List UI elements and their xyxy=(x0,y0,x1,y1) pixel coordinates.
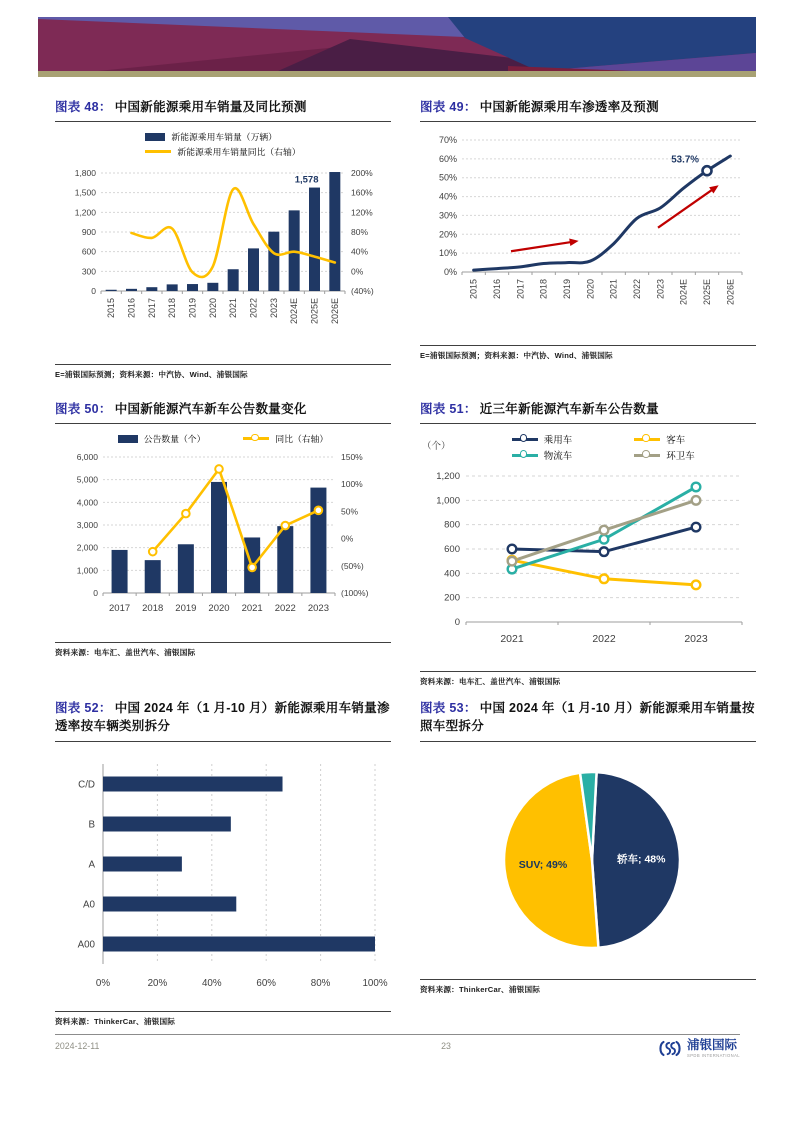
svg-text:A0: A0 xyxy=(83,899,95,910)
svg-text:2021: 2021 xyxy=(228,298,239,319)
figure-50 xyxy=(55,400,391,687)
svg-text:2022: 2022 xyxy=(248,298,259,319)
svg-text:600: 600 xyxy=(81,246,96,257)
legend-label: 客车 xyxy=(666,435,686,447)
legend-label: 乘用车 xyxy=(543,435,573,447)
figure-50-number: 图表 50： xyxy=(55,402,112,417)
svg-text:6,000: 6,000 xyxy=(76,452,98,463)
legend-line-swatch xyxy=(145,150,171,153)
spdbi-logo xyxy=(657,1039,740,1058)
svg-text:2021: 2021 xyxy=(608,279,619,300)
legend-label: 公告数量（个） xyxy=(143,434,206,445)
legend-item xyxy=(118,432,206,445)
svg-text:50%: 50% xyxy=(438,172,457,183)
svg-text:2016: 2016 xyxy=(492,279,502,300)
svg-text:1,200: 1,200 xyxy=(436,471,460,483)
svg-text:2022: 2022 xyxy=(274,603,296,615)
figure-52-source: 资料来源：ThinkerCar、浦银国际 xyxy=(55,1016,176,1026)
svg-text:60%: 60% xyxy=(438,153,457,164)
svg-text:900: 900 xyxy=(81,227,96,238)
svg-text:(50%): (50%) xyxy=(341,561,364,572)
figure-53 xyxy=(420,699,756,1026)
chart-52 xyxy=(55,750,391,1004)
legend-label: 新能源乘用车销量同比（右轴） xyxy=(177,147,301,158)
chart-50 xyxy=(55,449,391,635)
figure-53-title-text: 中国 2024 年（1 月-10 月）新能源乘用车销量按照车型拆分 xyxy=(420,701,755,734)
legend-label: 物流车 xyxy=(543,451,573,463)
svg-text:0%: 0% xyxy=(351,266,364,277)
svg-text:2018: 2018 xyxy=(538,279,549,300)
legend-item xyxy=(145,130,277,143)
figure-52 xyxy=(55,699,391,1026)
svg-text:2021: 2021 xyxy=(241,603,263,615)
legend-line-swatch xyxy=(634,438,660,441)
svg-text:2025E: 2025E xyxy=(702,279,712,306)
legend-marker-dot xyxy=(642,434,650,442)
svg-text:2022: 2022 xyxy=(632,279,642,300)
svg-text:2017: 2017 xyxy=(109,603,131,615)
legend-bar-swatch xyxy=(145,133,165,141)
divider xyxy=(55,1011,391,1012)
divider xyxy=(420,345,756,346)
legend-item xyxy=(634,448,695,462)
svg-text:0%: 0% xyxy=(443,267,457,278)
svg-text:2019: 2019 xyxy=(187,298,198,319)
figure-53-source: 资料来源：ThinkerCar、浦银国际 xyxy=(420,984,541,994)
figure-50-title-text: 中国新能源汽车新车公告数量变化 xyxy=(114,402,307,417)
figure-51-source: 资料来源：电车汇、盖世汽车、浦银国际 xyxy=(420,677,561,687)
figure-51-number: 图表 51： xyxy=(420,402,477,417)
svg-text:80%: 80% xyxy=(351,227,369,238)
chart-53 xyxy=(420,750,756,972)
figure-50-source: 资料来源：电车汇、盖世汽车、浦银国际 xyxy=(55,648,196,658)
svg-text:2023: 2023 xyxy=(268,298,279,319)
figure-48-number: 图表 48： xyxy=(55,100,112,114)
figure-52-number: 图表 52： xyxy=(55,701,112,716)
report-date: 2024-12-11 xyxy=(55,1041,100,1051)
figures-area xyxy=(55,98,756,1027)
legend-line-swatch xyxy=(634,454,660,457)
legend-label: 同比（右轴） xyxy=(275,434,329,445)
svg-text:2018: 2018 xyxy=(167,298,178,319)
figure-row-1 xyxy=(55,98,756,380)
figure-49-source: E=浦银国际预测；资料来源：中汽协、Wind、浦银国际 xyxy=(420,351,613,361)
svg-text:0: 0 xyxy=(93,588,98,599)
figure-50-legend xyxy=(55,432,391,445)
figure-51-legend-grid xyxy=(512,432,695,462)
figure-49-title-text: 中国新能源乘用车渗透率及预测 xyxy=(479,100,659,114)
svg-text:300: 300 xyxy=(81,266,96,277)
legend-bar-swatch xyxy=(118,435,138,443)
svg-text:2024E: 2024E xyxy=(678,279,689,306)
figure-48-title xyxy=(55,98,391,116)
svg-text:40%: 40% xyxy=(438,191,457,202)
svg-text:A00: A00 xyxy=(77,939,95,950)
divider xyxy=(420,671,756,672)
svg-text:10%: 10% xyxy=(438,248,457,259)
divider xyxy=(420,979,756,980)
svg-text:2026E: 2026E xyxy=(329,298,340,325)
svg-text:160%: 160% xyxy=(351,187,373,198)
page-footer xyxy=(55,1034,740,1058)
legend-item xyxy=(145,145,300,158)
svg-text:20%: 20% xyxy=(147,977,168,989)
svg-text:2016: 2016 xyxy=(126,298,137,319)
svg-text:1,000: 1,000 xyxy=(436,495,460,507)
axis-unit-label: （个） xyxy=(422,441,451,453)
spdbi-logo-name: 浦银国际 xyxy=(687,1038,738,1053)
legend-item xyxy=(512,448,573,462)
chart-48 xyxy=(55,161,391,357)
svg-text:100%: 100% xyxy=(362,977,388,989)
svg-text:5,000: 5,000 xyxy=(76,474,98,485)
divider xyxy=(55,741,391,742)
legend-item xyxy=(634,432,695,446)
figure-53-number: 图表 53： xyxy=(420,701,477,716)
svg-text:2020: 2020 xyxy=(207,298,218,319)
svg-text:2,000: 2,000 xyxy=(76,542,98,553)
svg-text:0%: 0% xyxy=(95,977,111,989)
svg-text:2017: 2017 xyxy=(515,279,526,300)
figure-51-legend xyxy=(420,432,756,462)
divider xyxy=(55,423,391,424)
svg-text:2015: 2015 xyxy=(468,279,479,300)
svg-text:20%: 20% xyxy=(438,229,457,240)
svg-text:A: A xyxy=(88,859,95,870)
svg-text:2026E: 2026E xyxy=(725,279,736,306)
svg-text:2022: 2022 xyxy=(592,633,616,646)
svg-text:80%: 80% xyxy=(310,977,331,989)
svg-text:(100%): (100%) xyxy=(341,588,369,599)
svg-text:70%: 70% xyxy=(438,135,457,146)
figure-row-2 xyxy=(55,400,756,687)
svg-text:1,000: 1,000 xyxy=(76,565,98,576)
svg-text:4,000: 4,000 xyxy=(76,497,98,508)
svg-text:0: 0 xyxy=(454,617,460,629)
divider xyxy=(55,642,391,643)
divider xyxy=(55,121,391,122)
figure-51 xyxy=(420,400,756,687)
svg-text:2023: 2023 xyxy=(307,603,329,615)
svg-text:100%: 100% xyxy=(341,479,363,490)
svg-text:2019: 2019 xyxy=(562,279,572,300)
figure-51-title-text: 近三年新能源汽车新车公告数量 xyxy=(479,402,659,417)
banner-graphic xyxy=(38,17,756,77)
divider xyxy=(55,364,391,365)
svg-text:1,578: 1,578 xyxy=(294,174,319,186)
svg-text:40%: 40% xyxy=(351,246,369,257)
legend-line-swatch xyxy=(512,454,538,457)
legend-marker-dot xyxy=(520,450,528,458)
svg-text:200: 200 xyxy=(444,592,460,604)
svg-text:2020: 2020 xyxy=(585,279,596,300)
svg-text:2023: 2023 xyxy=(655,279,666,300)
svg-text:3,000: 3,000 xyxy=(76,520,98,531)
svg-text:600: 600 xyxy=(444,544,460,556)
svg-text:50%: 50% xyxy=(341,506,359,517)
figure-49-number: 图表 49： xyxy=(420,100,477,114)
figure-53-title xyxy=(420,699,756,735)
svg-text:B: B xyxy=(88,819,95,830)
figure-50-title xyxy=(55,400,391,418)
figure-48-legend xyxy=(145,130,300,158)
legend-marker-dot xyxy=(251,434,259,442)
legend-item xyxy=(243,432,328,445)
svg-text:轿车; 48%: 轿车; 48% xyxy=(617,852,666,865)
header-banner xyxy=(38,17,756,77)
figure-49-title xyxy=(420,98,756,116)
figure-52-title xyxy=(55,699,391,735)
legend-label: 新能源乘用车销量（万辆） xyxy=(171,132,277,143)
chart-51 xyxy=(420,462,756,664)
figure-52-title-text: 中国 2024 年（1 月-10 月）新能源乘用车销量渗透率按车辆类别拆分 xyxy=(55,701,390,734)
svg-text:2020: 2020 xyxy=(208,603,230,615)
legend-marker-dot xyxy=(520,434,528,442)
svg-text:C/D: C/D xyxy=(78,779,95,790)
svg-text:2015: 2015 xyxy=(106,298,117,319)
legend-label: 环卫车 xyxy=(666,451,695,463)
spdbi-logo-icon xyxy=(657,1039,683,1058)
svg-text:30%: 30% xyxy=(438,210,457,221)
divider xyxy=(420,741,756,742)
svg-text:2024E: 2024E xyxy=(289,298,300,325)
legend-line-swatch xyxy=(512,438,538,441)
spdbi-logo-text xyxy=(687,1039,740,1057)
legend-marker-dot xyxy=(642,450,650,458)
figure-row-3 xyxy=(55,699,756,1026)
svg-text:1,800: 1,800 xyxy=(74,168,96,179)
svg-text:0%: 0% xyxy=(341,533,354,544)
svg-text:1,500: 1,500 xyxy=(74,187,96,198)
legend-item xyxy=(512,432,573,446)
svg-text:40%: 40% xyxy=(201,977,222,989)
svg-text:2025E: 2025E xyxy=(309,298,320,325)
svg-text:150%: 150% xyxy=(341,452,363,463)
figure-51-title xyxy=(420,400,756,418)
svg-text:400: 400 xyxy=(444,568,460,580)
figure-48-source: E=浦银国际预测；资料来源：中汽协、Wind、浦银国际 xyxy=(55,370,248,380)
figure-49 xyxy=(420,98,756,380)
svg-text:2018: 2018 xyxy=(142,603,164,615)
svg-text:2021: 2021 xyxy=(500,633,524,646)
svg-text:0: 0 xyxy=(91,286,96,297)
figure-48 xyxy=(55,98,391,380)
svg-text:(40%): (40%) xyxy=(351,286,374,297)
svg-text:60%: 60% xyxy=(256,977,277,989)
svg-text:2023: 2023 xyxy=(684,633,708,646)
svg-text:53.7%: 53.7% xyxy=(671,154,699,166)
svg-text:2017: 2017 xyxy=(146,298,157,319)
svg-text:SUV; 49%: SUV; 49% xyxy=(518,858,568,871)
legend-line-swatch xyxy=(243,437,269,440)
figure-48-title-text: 中国新能源乘用车销量及同比预测 xyxy=(114,100,307,114)
divider xyxy=(420,121,756,122)
svg-text:800: 800 xyxy=(444,519,460,531)
chart-49 xyxy=(420,130,756,338)
page-number: 23 xyxy=(441,1041,451,1051)
svg-text:2019: 2019 xyxy=(175,603,197,615)
spdbi-logo-subtitle: SPDB INTERNATIONAL xyxy=(687,1052,740,1058)
svg-text:1,200: 1,200 xyxy=(74,207,96,218)
svg-text:200%: 200% xyxy=(351,168,373,179)
divider xyxy=(420,423,756,424)
svg-text:120%: 120% xyxy=(351,207,373,218)
